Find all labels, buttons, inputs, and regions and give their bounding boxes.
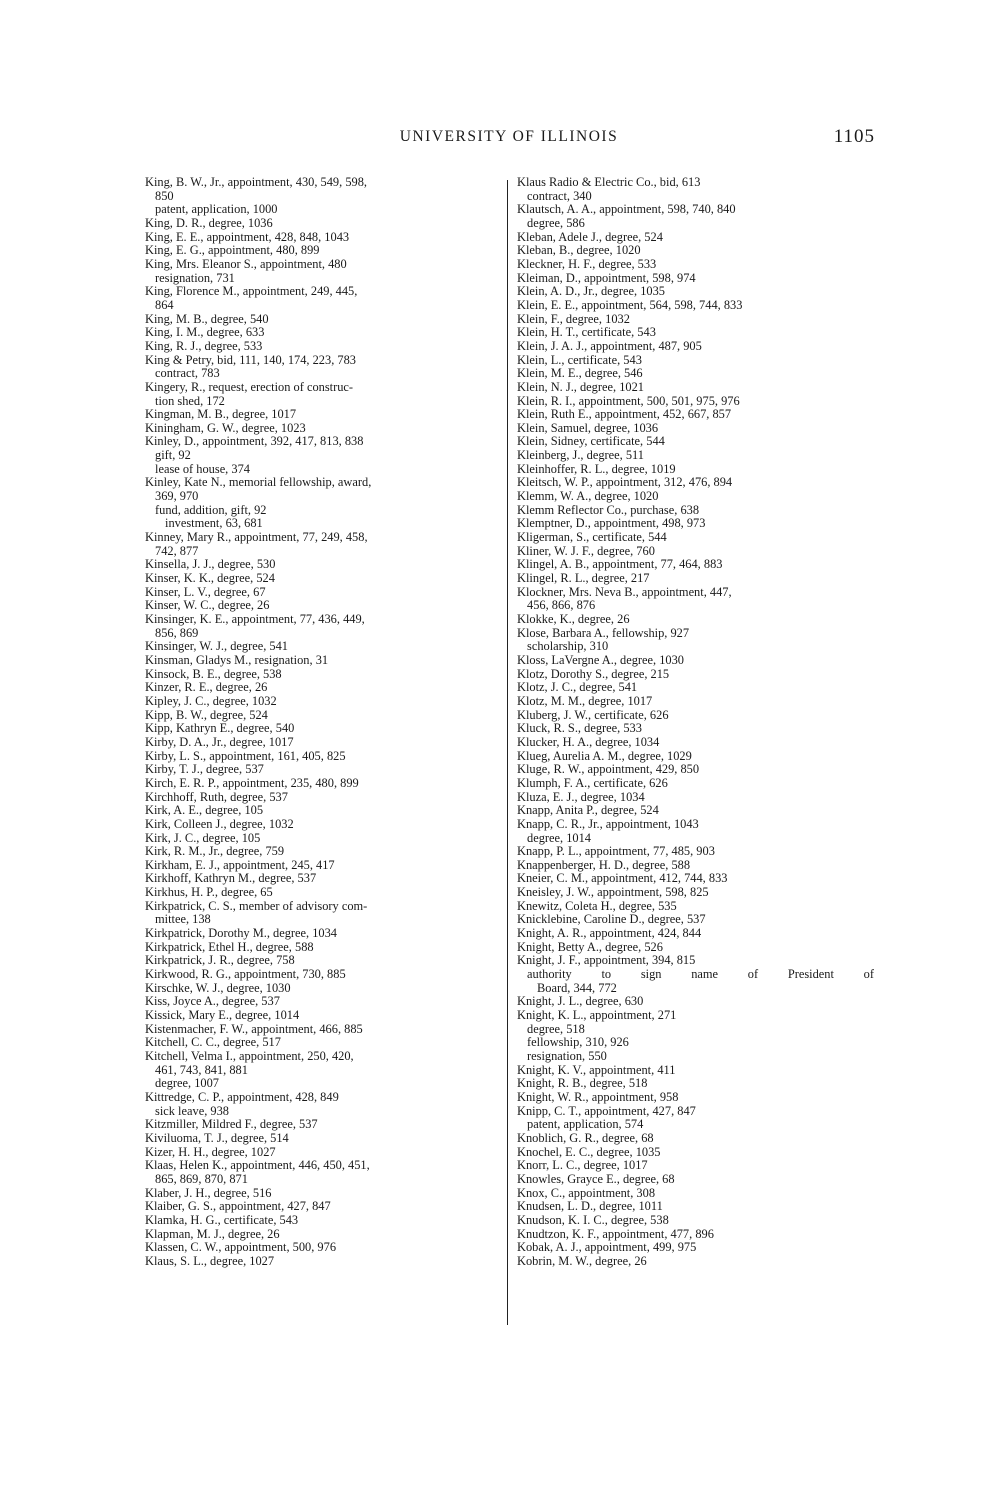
column-divider xyxy=(507,180,508,1325)
index-entry: Kinsinger, W. J., degree, 541 xyxy=(145,639,289,654)
index-entry: King, E. E., appointment, 428, 848, 1043 xyxy=(145,229,350,244)
index-entry: Klein, L., certificate, 543 xyxy=(517,352,642,367)
index-subentry: contract, 783 xyxy=(155,366,220,381)
index-entry: Kleban, Adele J., degree, 524 xyxy=(517,229,663,244)
index-entry: King, Mrs. Eleanor S., appointment, 480 xyxy=(145,256,347,271)
index-entry: Klein, A. D., Jr., degree, 1035 xyxy=(517,284,665,299)
index-subentry: degree, 586 xyxy=(527,215,585,230)
index-entry: Kinley, D., appointment, 392, 417, 813, 838 xyxy=(145,434,364,449)
index-entry: King & Petry, bid, 111, 140, 174, 223, 783 xyxy=(145,352,356,367)
index-entry: Kirkhoff, Kathryn M., degree, 537 xyxy=(145,871,317,886)
index-entry: Kiningham, G. W., degree, 1023 xyxy=(145,420,306,435)
index-entry: Klingel, A. B., appointment, 77, 464, 883 xyxy=(517,557,723,572)
index-subentry: 864 xyxy=(155,297,174,312)
index-entry: Kinney, Mary R., appointment, 77, 249, 458, xyxy=(145,530,368,545)
index-entry: King, M. B., degree, 540 xyxy=(145,311,269,326)
index-entry: Kligerman, S., certificate, 544 xyxy=(517,530,667,545)
index-entry: Kitchell, C. C., degree, 517 xyxy=(145,1035,281,1050)
index-entry: Kizer, H. H., degree, 1027 xyxy=(145,1144,276,1159)
index-entry: Kloss, LaVergne A., degree, 1030 xyxy=(517,652,685,667)
index-entry: King, D. R., degree, 1036 xyxy=(145,215,273,230)
index-entry: Knudtzon, K. F., appointment, 477, 896 xyxy=(517,1226,714,1241)
index-entry: Kipp, B. W., degree, 524 xyxy=(145,707,268,722)
page-number: 1105 xyxy=(833,126,875,147)
index-entry: Kiss, Joyce A., degree, 537 xyxy=(145,994,280,1009)
index-entry: Klein, Ruth E., appointment, 452, 667, 857 xyxy=(517,407,732,422)
index-entry: Kinser, L. V., degree, 67 xyxy=(145,584,266,599)
index-entry: Kluck, R. S., degree, 533 xyxy=(517,721,642,736)
index-entry: Klautsch, A. A., appointment, 598, 740, 840 xyxy=(517,202,736,217)
index-entry: Klockner, Mrs. Neva B., appointment, 447, xyxy=(517,584,732,599)
index-entry: Kluberg, J. W., certificate, 626 xyxy=(517,707,669,722)
index-entry: Kirby, T. J., degree, 537 xyxy=(145,762,264,777)
index-entry: Klein, Sidney, certificate, 544 xyxy=(517,434,665,449)
index-entry: Knight, A. R., appointment, 424, 844 xyxy=(517,926,702,941)
index-subentry: tion shed, 172 xyxy=(155,393,225,408)
index-entry: Klotz, J. C., degree, 541 xyxy=(517,680,638,695)
index-entry: Knapp, P. L., appointment, 77, 485, 903 xyxy=(517,844,715,859)
index-subentry: patent, application, 1000 xyxy=(155,202,278,217)
index-subentry: 850 xyxy=(155,188,174,203)
index-entry: Kistenmacher, F. W., appointment, 466, 885 xyxy=(145,1021,363,1036)
index-entry: Knewitz, Coleta H., degree, 535 xyxy=(517,898,677,913)
index-subentry: mittee, 138 xyxy=(155,912,211,927)
index-entry: King, E. G., appointment, 480, 899 xyxy=(145,243,320,258)
index-entry: Kitchell, Velma I., appointment, 250, 420, xyxy=(145,1049,354,1063)
index-entry: Kluza, E. J., degree, 1034 xyxy=(517,789,645,804)
index-entry: Kirk, A. E., degree, 105 xyxy=(145,803,264,818)
index-subentry: degree, 1014 xyxy=(527,830,591,845)
index-entry: Kliner, W. J. F., degree, 760 xyxy=(517,543,655,558)
index-entry: Kleban, B., degree, 1020 xyxy=(517,243,641,258)
index-subentry: resignation, 550 xyxy=(527,1049,607,1063)
index-entry: Klassen, C. W., appointment, 500, 976 xyxy=(145,1240,337,1255)
index-entry: Kittredge, C. P., appointment, 428, 849 xyxy=(145,1089,339,1104)
index-entry: Knochel, E. C., degree, 1035 xyxy=(517,1144,661,1159)
index-entry: Klokke, K., degree, 26 xyxy=(517,612,630,626)
index-entry: Knight, K. L., appointment, 271 xyxy=(517,1008,677,1023)
index-entry: Kitzmiller, Mildred F., degree, 537 xyxy=(145,1117,318,1132)
index-entry: Knight, K. V., appointment, 411 xyxy=(517,1062,676,1077)
index-entry: Kneier, C. M., appointment, 412, 744, 833 xyxy=(517,871,728,886)
running-header: UNIVERSITY OF ILLINOIS xyxy=(399,128,619,145)
index-subentry: fund, addition, gift, 92 xyxy=(155,502,267,517)
index-entry: Klaas, Helen K., appointment, 446, 450, 451, xyxy=(145,1158,370,1173)
index-subentry: degree, 1007 xyxy=(155,1076,219,1091)
index-entry: King, B. W., Jr., appointment, 430, 549, 598, xyxy=(145,175,368,189)
index-entry: Kingery, R., request, erection of construc- xyxy=(145,379,354,394)
index-subentry: degree, 518 xyxy=(527,1021,585,1036)
index-entry: Klein, R. I., appointment, 500, 501, 975, 976 xyxy=(517,393,740,408)
index-subentry: 742, 877 xyxy=(155,543,199,558)
index-subentry: 456, 866, 876 xyxy=(527,598,596,613)
index-entry: Knorr, L. C., degree, 1017 xyxy=(517,1158,648,1173)
index-entry: Klapman, M. J., degree, 26 xyxy=(145,1226,280,1241)
index-subentry: investment, 63, 681 xyxy=(165,516,263,531)
index-entry: Knapp, Anita P., degree, 524 xyxy=(517,803,659,818)
index-column-left xyxy=(145,176,497,1269)
index-entry: Knapp, C. R., Jr., appointment, 1043 xyxy=(517,816,699,831)
index-entry: Knowles, Grayce E., degree, 68 xyxy=(517,1171,675,1186)
index-entry: Kirchhoff, Ruth, degree, 537 xyxy=(145,789,288,804)
index-entry: Kleckner, H. F., degree, 533 xyxy=(517,256,657,271)
index-entry: Knight, J. L., degree, 630 xyxy=(517,994,644,1009)
index-entry: Klemptner, D., appointment, 498, 973 xyxy=(517,516,706,531)
index-subentry: scholarship, 310 xyxy=(527,639,609,654)
index-entry: Kingman, M. B., degree, 1017 xyxy=(145,407,297,422)
index-entry: Kirk, R. M., Jr., degree, 759 xyxy=(145,844,285,859)
index-entry: Kleinberg, J., degree, 511 xyxy=(517,448,644,463)
index-entry: Knight, W. R., appointment, 958 xyxy=(517,1089,679,1104)
index-entry: Kirk, J. C., degree, 105 xyxy=(145,830,261,845)
index-subentry: patent, application, 574 xyxy=(527,1117,644,1132)
index-subentry: resignation, 731 xyxy=(155,270,235,285)
index-entry: Klein, H. T., certificate, 543 xyxy=(517,325,656,340)
index-entry: Kirch, E. R. P., appointment, 235, 480, 899 xyxy=(145,775,359,790)
index-entry: Kinsock, B. E., degree, 538 xyxy=(145,666,282,681)
index-entry: Kirkpatrick, Ethel H., degree, 588 xyxy=(145,939,314,954)
index-entry: Kipp, Kathryn E., degree, 540 xyxy=(145,721,295,736)
index-entry: Knight, J. F., appointment, 394, 815 xyxy=(517,953,696,968)
index-entry: Kneisley, J. W., appointment, 598, 825 xyxy=(517,885,709,900)
index-entry: Klamka, H. G., certificate, 543 xyxy=(145,1212,299,1227)
index-entry: Klein, N. J., degree, 1021 xyxy=(517,379,644,394)
index-entry: Kobrin, M. W., degree, 26 xyxy=(517,1253,647,1268)
index-entry: Knappenberger, H. D., degree, 588 xyxy=(517,857,691,872)
index-entry: Klein, J. A. J., appointment, 487, 905 xyxy=(517,338,702,353)
index-entry: Klotz, Dorothy S., degree, 215 xyxy=(517,666,670,681)
index-entry: Knicklebine, Caroline D., degree, 537 xyxy=(517,912,706,927)
index-entry: Kirkhus, H. P., degree, 65 xyxy=(145,885,273,900)
index-entry: King, R. J., degree, 533 xyxy=(145,338,263,353)
index-entry: Klotz, M. M., degree, 1017 xyxy=(517,693,653,708)
index-entry: Knight, Betty A., degree, 526 xyxy=(517,939,663,954)
index-entry: Kirkpatrick, J. R., degree, 758 xyxy=(145,953,295,968)
index-entry: Klein, Samuel, degree, 1036 xyxy=(517,420,659,435)
index-entry: Knight, R. B., degree, 518 xyxy=(517,1076,648,1091)
index-entry: Kinser, W. C., degree, 26 xyxy=(145,598,270,613)
index-entry: Kinsella, J. J., degree, 530 xyxy=(145,557,276,572)
index-entry: Kirkwood, R. G., appointment, 730, 885 xyxy=(145,967,346,982)
index-entry: Knipp, C. T., appointment, 427, 847 xyxy=(517,1103,696,1118)
index-entry: Kiviluoma, T. J., degree, 514 xyxy=(145,1130,289,1145)
index-entry: Kinsinger, K. E., appointment, 77, 436, 449, xyxy=(145,612,365,626)
index-subentry: 369, 970 xyxy=(155,489,199,504)
index-entry: Klingel, R. L., degree, 217 xyxy=(517,571,650,586)
index-entry: Kinser, K. K., degree, 524 xyxy=(145,571,275,586)
index-entry: Kobak, A. J., appointment, 499, 975 xyxy=(517,1240,697,1255)
index-entry: Klaber, J. H., degree, 516 xyxy=(145,1185,272,1200)
index-entry: Knudson, K. I. C., degree, 538 xyxy=(517,1212,669,1227)
index-entry: Klumph, F. A., certificate, 626 xyxy=(517,775,668,790)
index-entry: Knoblich, G. R., degree, 68 xyxy=(517,1130,654,1145)
index-entry: Kinzer, R. E., degree, 26 xyxy=(145,680,268,695)
index-subentry: Board, 344, 772 xyxy=(537,980,617,995)
index-entry: Klaus, S. L., degree, 1027 xyxy=(145,1253,275,1268)
index-entry: Kirschke, W. J., degree, 1030 xyxy=(145,980,291,995)
index-entry: Klucker, H. A., degree, 1034 xyxy=(517,734,660,749)
index-subentry: contract, 340 xyxy=(527,188,592,203)
index-entry: Kleitsch, W. P., appointment, 312, 476, 894 xyxy=(517,475,733,490)
index-entry: Klaus Radio & Electric Co., bid, 613 xyxy=(517,175,701,189)
index-subentry: authority to sign name of President of xyxy=(527,967,874,982)
index-entry: Kissick, Mary E., degree, 1014 xyxy=(145,1008,300,1023)
index-entry: Kirkpatrick, C. S., member of advisory com- xyxy=(145,898,368,913)
index-entry: Klemm Reflector Co., purchase, 638 xyxy=(517,502,700,517)
index-subentry: 856, 869 xyxy=(155,625,199,640)
index-entry: Knox, C., appointment, 308 xyxy=(517,1185,656,1200)
index-entry: Kirby, D. A., Jr., degree, 1017 xyxy=(145,734,294,749)
index-entry: Kleiman, D., appointment, 598, 974 xyxy=(517,270,696,285)
index-entry: Klaiber, G. S., appointment, 427, 847 xyxy=(145,1199,331,1214)
index-entry: Kipley, J. C., degree, 1032 xyxy=(145,693,277,708)
index-entry: Kirk, Colleen J., degree, 1032 xyxy=(145,816,294,831)
index-entry: Kluge, R. W., appointment, 429, 850 xyxy=(517,762,700,777)
index-entry: Klose, Barbara A., fellowship, 927 xyxy=(517,625,690,640)
index-entry: Klueg, Aurelia A. M., degree, 1029 xyxy=(517,748,692,763)
index-entry: King, I. M., degree, 633 xyxy=(145,325,265,340)
index-subentry: 461, 743, 841, 881 xyxy=(155,1062,248,1077)
index-entry: Knudsen, L. D., degree, 1011 xyxy=(517,1199,663,1214)
index-entry: Klein, E. E., appointment, 564, 598, 744, 833 xyxy=(517,297,743,312)
index-entry: Kinley, Kate N., memorial fellowship, award, xyxy=(145,475,372,490)
index-column-right xyxy=(517,176,874,1269)
index-entry: Klemm, W. A., degree, 1020 xyxy=(517,489,659,504)
index-subentry: gift, 92 xyxy=(155,448,191,463)
index-entry: Klein, F., degree, 1032 xyxy=(517,311,630,326)
index-entry: Kirby, L. S., appointment, 161, 405, 825 xyxy=(145,748,346,763)
index-subentry: lease of house, 374 xyxy=(155,461,250,476)
index-entry: Kirkham, E. J., appointment, 245, 417 xyxy=(145,857,335,872)
index-subentry: 865, 869, 870, 871 xyxy=(155,1171,248,1186)
index-subentry: fellowship, 310, 926 xyxy=(527,1035,629,1050)
index-entry: Kleinhoffer, R. L., degree, 1019 xyxy=(517,461,676,476)
index-subentry: sick leave, 938 xyxy=(155,1103,229,1118)
index-entry: Klein, M. E., degree, 546 xyxy=(517,366,643,381)
index-entry: Kinsman, Gladys M., resignation, 31 xyxy=(145,652,329,667)
index-entry: King, Florence M., appointment, 249, 445, xyxy=(145,284,358,299)
index-entry: Kirkpatrick, Dorothy M., degree, 1034 xyxy=(145,926,338,941)
